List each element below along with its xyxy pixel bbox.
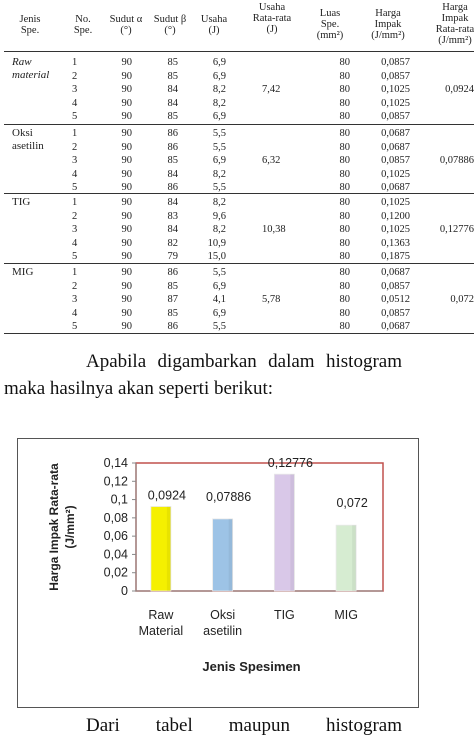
header-jenis: Jenis Spe. [19,14,41,36]
paragraph-text: Apabila digambarkan dalam histogram maka hasilnya akan seperti berikut: [4,351,402,399]
table-cell-harga: 0,0857 [381,280,410,292]
header-no: No. Spe. [73,14,93,36]
x-tick-label: MIG [334,608,358,622]
table-cell-beta: 85 [167,307,178,319]
paragraph-histogram-intro [4,348,402,402]
table-cell-luas: 80 [339,280,350,292]
table-cell-no: 4 [72,237,78,249]
table-cell-luas: 80 [339,182,350,194]
bar-shade [290,474,294,591]
table-cell-usaha: 8,2 [212,197,226,208]
table-cell-harga: 0,1875 [381,251,410,263]
table-cell-no: 2 [72,70,78,82]
table-cell-beta: 83 [167,210,178,222]
table-cell-harga: 0,0857 [381,155,410,167]
table-cell-no: 1 [72,128,78,139]
group-name: material [12,69,50,81]
table-cell-luas: 80 [339,97,350,109]
table-cell-no: 5 [72,182,78,194]
y-tick-label: 0,08 [103,510,128,525]
table-cell-luas: 80 [339,141,350,153]
table-cell-luas: 80 [339,57,350,68]
table-cell-no: 5 [72,321,78,333]
table-cell-beta: 84 [167,168,178,180]
group-harga-avg: 0,12776 [439,224,474,236]
table-cell-harga: 0,0687 [381,128,410,139]
y-axis-label-unit: (J/mm²) [63,505,77,549]
table-cell-luas: 80 [339,321,350,333]
group-name: asetilin [12,140,44,152]
group-harga-avg: 0,07886 [439,155,474,167]
x-tick-label: Oksi [210,608,236,622]
table-cell-beta: 87 [167,294,178,306]
table-cell-luas: 80 [339,267,350,278]
table-cell-luas: 80 [339,210,350,222]
table-cell-beta: 85 [167,280,178,292]
y-tick-label: 0,14 [103,456,128,470]
table-cell-usaha: 5,5 [212,141,226,153]
chart-svg [18,439,418,707]
table-cell-harga: 0,1025 [381,97,410,109]
table-cell-usaha: 6,9 [212,155,226,167]
data-label: 0,0924 [147,488,186,503]
x-tick-label: asetilin [203,624,243,638]
group-harga-avg: 0,0924 [445,84,474,96]
table-cell-no: 2 [72,141,78,153]
table-cell-beta: 84 [167,84,178,96]
data-label: 0,072 [336,496,368,511]
table-cell-beta: 86 [167,141,178,153]
table-cell-no: 1 [72,267,78,278]
table-cell-luas: 80 [339,168,350,180]
bar-shade [352,525,356,591]
header-usaha-avg: Usaha Rata-rata (J) [252,2,292,35]
table-cell-alpha: 90 [121,168,132,180]
table-cell-alpha: 90 [121,267,132,278]
table-cell-usaha: 6,9 [212,70,226,82]
table-cell-alpha: 90 [121,321,132,333]
table-cell-alpha: 90 [121,280,132,292]
table-cell-harga: 0,0857 [381,307,410,319]
data-label: 0,07886 [206,489,252,504]
table-cell-alpha: 90 [121,182,132,194]
table-cell-alpha: 90 [121,128,132,139]
table-cell-usaha: 8,2 [212,224,226,236]
table-group-rule [4,124,474,125]
table-cell-usaha: 5,5 [212,182,226,194]
header-alpha: Sudut α (°) [109,14,143,36]
table-cell-alpha: 90 [121,224,132,236]
table-cell-no: 4 [72,97,78,109]
table-cell-beta: 79 [167,251,178,263]
y-axis-label: Harga Impak Rata-rata [47,463,61,591]
table-cell-usaha: 15,0 [207,251,226,263]
table-cell-luas: 80 [339,294,350,306]
table-cell-harga: 0,0687 [381,141,410,153]
table-cell-harga: 0,0512 [381,294,410,306]
y-tick-label: 0,1 [110,492,128,507]
group-harga-avg: 0,072 [450,294,474,306]
table-cell-usaha: 6,9 [212,307,226,319]
table-cell-no: 4 [72,307,78,319]
table-cell-harga: 0,1025 [381,168,410,180]
group-name: Raw [12,56,32,68]
y-tick-label: 0,02 [103,565,128,580]
table-cell-usaha: 5,5 [212,128,226,139]
table-cell-alpha: 90 [121,57,132,68]
x-axis-label: Jenis Spesimen [202,659,301,674]
bar-shade [167,507,171,591]
table-cell-beta: 85 [167,57,178,68]
table-cell-beta: 86 [167,267,178,278]
bar-shade [229,519,233,591]
table-cell-usaha: 5,5 [212,321,226,333]
table-cell-usaha: 4,1 [212,294,226,306]
table-cell-luas: 80 [339,197,350,208]
table-cell-alpha: 90 [121,155,132,167]
header-luas: Luas Spe. (mm²) [316,8,344,41]
table-cell-luas: 80 [339,251,350,263]
table-cell-beta: 82 [167,237,178,249]
table-cell-harga: 0,1025 [381,84,410,96]
table-cell-harga: 0,0687 [381,267,410,278]
table-cell-no: 5 [72,251,78,263]
table-cell-luas: 80 [339,224,350,236]
table-cell-usaha: 8,2 [212,168,226,180]
table-cell-alpha: 90 [121,294,132,306]
table-cell-no: 3 [72,224,78,236]
table-cell-beta: 86 [167,128,178,139]
table-cell-alpha: 90 [121,307,132,319]
table-cell-harga: 0,0857 [381,111,410,123]
table-cell-harga: 0,0857 [381,70,410,82]
table-cell-alpha: 90 [121,70,132,82]
group-usaha-avg: 7,42 [262,84,281,96]
table-cell-luas: 80 [339,84,350,96]
header-beta: Sudut β (°) [153,14,187,36]
table-cell-usaha: 6,9 [212,280,226,292]
table-cell-alpha: 90 [121,84,132,96]
table-cell-alpha: 90 [121,97,132,109]
histogram-chart [17,438,419,708]
table-cell-usaha: 8,2 [212,84,226,96]
x-tick-label: Material [138,624,184,638]
table-cell-harga: 0,0857 [381,57,410,68]
group-name: Oksi [12,127,33,139]
y-tick-label: 0,04 [103,547,128,562]
table-cell-beta: 84 [167,197,178,208]
table-cell-beta: 85 [167,155,178,167]
table-cell-luas: 80 [339,307,350,319]
table-cell-alpha: 90 [121,141,132,153]
table-cell-beta: 85 [167,111,178,123]
group-usaha-avg: 5,78 [262,294,281,306]
table-cell-luas: 80 [339,128,350,139]
group-name: TIG [12,196,31,208]
table-cell-luas: 80 [339,70,350,82]
table-cell-usaha: 5,5 [212,267,226,278]
table-cell-harga: 0,0687 [381,182,410,194]
table-cell-no: 2 [72,280,78,292]
data-label: 0,12776 [267,456,313,471]
results-table [0,0,474,335]
table-header-rule [4,51,474,52]
table-cell-no: 2 [72,210,78,222]
table-cell-beta: 86 [167,182,178,194]
header-harga: Harga Impak (J/mm²) [371,8,405,41]
group-name: MIG [12,266,34,278]
table-cell-harga: 0,1200 [381,210,410,222]
header-usaha: Usaha (J) [200,14,228,36]
table-cell-usaha: 8,2 [212,97,226,109]
table-cell-luas: 80 [339,155,350,167]
table-cell-no: 3 [72,84,78,96]
table-cell-beta: 84 [167,224,178,236]
table-cell-no: 4 [72,168,78,180]
table-cell-usaha: 10,9 [207,237,226,249]
table-cell-luas: 80 [339,237,350,249]
y-tick-label: 0 [121,584,128,598]
table-cell-beta: 86 [167,321,178,333]
x-tick-label: Raw [148,608,174,622]
x-tick-label: TIG [273,608,295,622]
table-cell-alpha: 90 [121,210,132,222]
table-cell-alpha: 90 [121,111,132,123]
table-cell-luas: 80 [339,111,350,123]
table-cell-beta: 84 [167,97,178,109]
y-tick-label: 0,06 [103,529,128,544]
table-cell-alpha: 90 [121,251,132,263]
table-cell-no: 3 [72,155,78,167]
table-cell-usaha: 6,9 [212,111,226,123]
table-cell-no: 1 [72,197,78,208]
table-cell-harga: 0,1025 [381,197,410,208]
table-cell-no: 3 [72,294,78,306]
table-cell-alpha: 90 [121,237,132,249]
group-usaha-avg: 6,32 [262,155,281,167]
table-cell-harga: 0,1363 [381,237,410,249]
table-cell-beta: 85 [167,70,178,82]
paragraph-conclusion-start: Dari tabel maupun histogram [86,715,402,736]
table-cell-harga: 0,1025 [381,224,410,236]
table-cell-alpha: 90 [121,197,132,208]
table-cell-harga: 0,0687 [381,321,410,333]
table-cell-no: 5 [72,111,78,123]
table-cell-usaha: 6,9 [212,57,226,68]
table-cell-usaha: 9,6 [212,210,226,222]
table-cell-no: 1 [72,57,78,68]
y-tick-label: 0,12 [103,474,128,489]
header-harga-avg: Harga Impak Rata-rata (J/mm²) [435,2,474,46]
group-usaha-avg: 10,38 [262,224,286,236]
